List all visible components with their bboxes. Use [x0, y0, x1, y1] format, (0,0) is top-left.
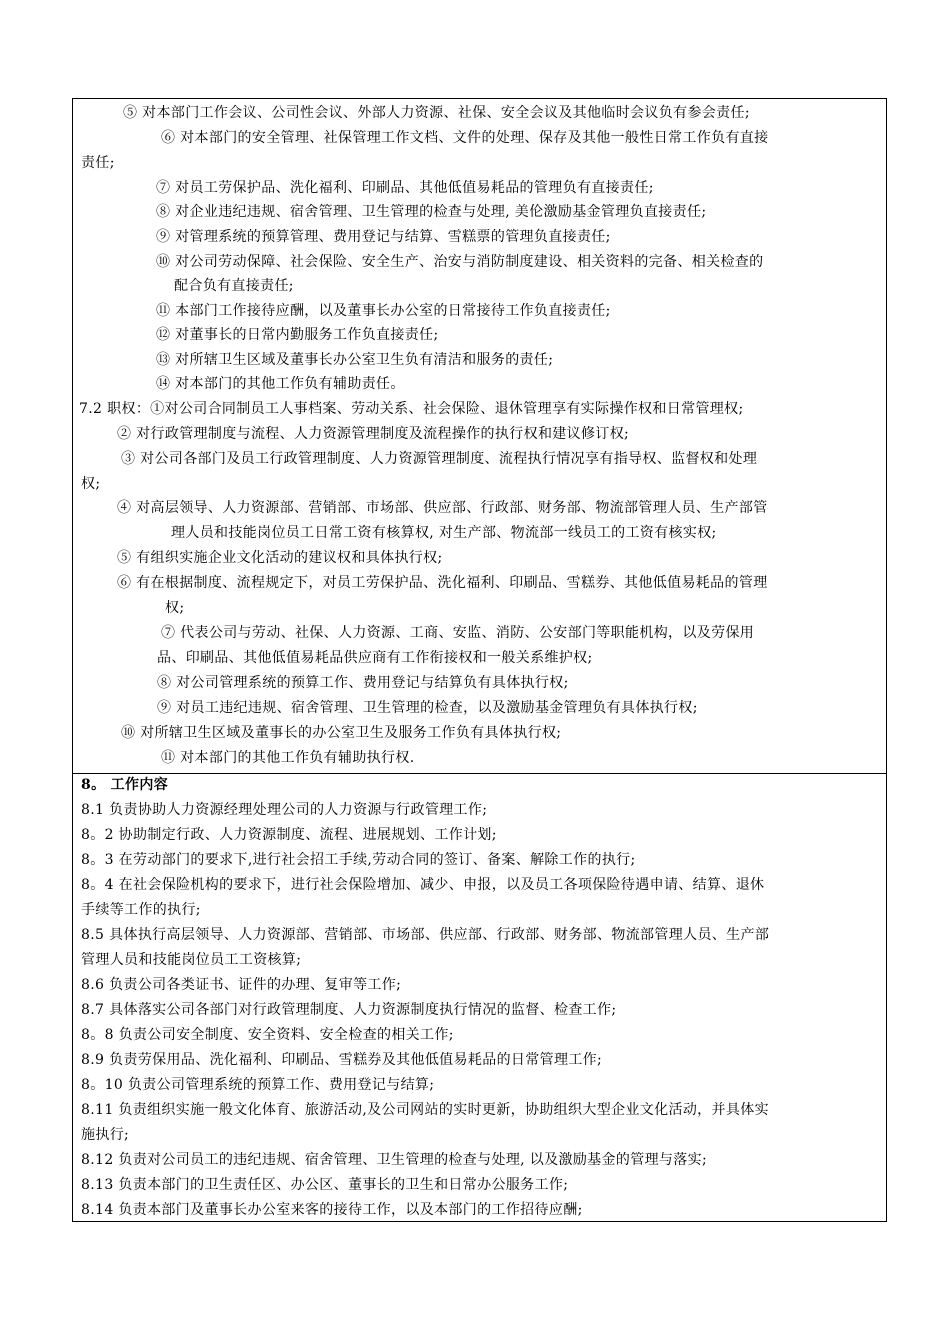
work-item-8-8: 8。8 负责公司安全制度、安全资料、安全检查的相关工作;	[81, 1027, 454, 1043]
work-item-8-7: 8.7 具体落实公司各部门对行政管理制度、人力资源制度执行情况的监督、检查工作;	[81, 1002, 617, 1018]
work-item-8-1: 8.1 负责协助人力资源经理处理公司的人力资源与行政管理工作;	[81, 802, 488, 818]
authority-item-4: ④ 对高层领导、人力资源部、营销部、市场部、供应部、行政部、财务部、物流部管理人员、生产部管	[117, 500, 768, 516]
work-item-8-4-cont: 手续等工作的执行;	[81, 902, 201, 918]
resp-item-13: ⑬ 对所辖卫生区域及董事长办公室卫生负有清洁和服务的责任;	[156, 352, 554, 368]
work-item-8-11: 8.11 负责组织实施一般文化体育、旅游活动,及公司网站的实时更新，协助组织大型企业文化活动，并具体实	[81, 1102, 769, 1118]
resp-item-12: ⑫ 对董事长的日常内勤服务工作负直接责任;	[156, 327, 439, 343]
work-item-8-5: 8.5 具体执行高层领导、人力资源部、营销部、市场部、供应部、行政部、财务部、物流部管理人员、生产部	[81, 927, 770, 943]
resp-item-14: ⑭ 对本部门的其他工作负有辅助责任。	[156, 376, 405, 392]
work-item-8-3: 8。3 在劳动部门的要求下,进行社会招工手续,劳动合同的签订、备案、解除工作的执行;	[81, 852, 636, 868]
document-table	[72, 98, 887, 1222]
work-item-8-13: 8.13 负责本部门的卫生责任区、办公区、董事长的卫生和日常办公服务工作;	[81, 1177, 569, 1193]
authority-item-11: ⑪ 对本部门的其他工作负有辅助执行权.	[161, 750, 415, 766]
resp-item-8: ⑧ 对企业违纪违规、宿舍管理、卫生管理的检查与处理, 美伦激励基金管理负直接责任;	[156, 204, 707, 220]
authority-item-3-cont: 权;	[81, 476, 101, 492]
authority-item-7: ⑦ 代表公司与劳动、社保、人力资源、工商、安监、消防、公安部门等职能机构，以及劳保用	[161, 625, 755, 641]
authority-item-6: ⑥ 有在根据制度、流程规定下，对员工劳保护品、洗化福利、印刷品、雪糕券、其他低值易耗品的管理	[117, 575, 768, 591]
responsibilities-authority-cell	[73, 99, 886, 774]
authority-item-2: ② 对行政管理制度与流程、人力资源管理制度及流程操作的执行权和建议修订权;	[117, 426, 630, 442]
authority-item-6-cont: 权;	[165, 600, 185, 616]
resp-item-9: ⑨ 对管理系统的预算管理、费用登记与结算、雪糕票的管理负直接责任;	[156, 229, 611, 245]
resp-item-10-cont: 配合负有直接责任;	[174, 278, 294, 294]
authority-item-8: ⑧ 对公司管理系统的预算工作、费用登记与结算负有具体执行权;	[157, 675, 569, 691]
authority-item-7-cont: 品、印刷品、其他低值易耗品供应商有工作衔接权和一般关系维护权;	[157, 650, 593, 666]
resp-item-10: ⑩ 对公司劳动保障、社会保险、安全生产、治安与消防制度建设、相关资料的完备、相关检查的	[156, 254, 764, 270]
work-item-8-9: 8.9 负责劳保用品、洗化福利、印刷品、雪糕券及其他低值易耗品的日常管理工作;	[81, 1052, 603, 1068]
work-item-8-14: 8.14 负责本部门及董事长办公室来客的接待工作，以及本部门的工作招待应酬;	[81, 1202, 583, 1218]
work-content-cell	[73, 774, 886, 1221]
resp-item-11: ⑪ 本部门工作接待应酬，以及董事长办公室的日常接待工作负直接责任;	[156, 303, 611, 319]
work-item-8-11-cont: 施执行;	[81, 1127, 130, 1143]
authority-item-4-cont: 理人员和技能岗位员工日常工资有核算权, 对生产部、物流部一线员工的工资有核实权;	[171, 525, 717, 541]
authority-item-3: ③ 对公司各部门及员工行政管理制度、人力资源管理制度、流程执行情况享有指导权、监督权和处理	[121, 451, 758, 467]
resp-item-7: ⑦ 对员工劳保护品、洗化福利、印刷品、其他低值易耗品的管理负有直接责任;	[156, 180, 654, 196]
work-item-8-12: 8.12 负责对公司员工的违纪违规、宿舍管理、卫生管理的检查与处理, 以及激励基金的管理与落实;	[81, 1152, 708, 1168]
resp-item-6-cont: 责任;	[81, 155, 115, 171]
work-item-8-10: 8。10 负责公司管理系统的预算工作、费用登记与结算;	[81, 1077, 435, 1093]
authority-item-9: ⑨ 对员工违纪违规、宿舍管理、卫生管理的检查，以及激励基金管理负有具体执行权;	[157, 700, 698, 716]
work-item-8-4: 8。4 在社会保险机构的要求下，进行社会保险增加、减少、申报，以及员工各项保险待遇申请、结算、退休	[81, 877, 765, 893]
work-item-8-5-cont: 管理人员和技能岗位员工工资核算;	[81, 952, 302, 968]
authority-item-1: 7.2 职权：①对公司合同制员工人事档案、劳动关系、社会保险、退休管理享有实际操作权和日常管理权;	[79, 401, 744, 417]
resp-item-6: ⑥ 对本部门的安全管理、社保管理工作文档、文件的处理、保存及其他一般性日常工作负有直接	[161, 130, 769, 146]
authority-item-5: ⑤ 有组织实施企业文化活动的建议权和具体执行权;	[117, 550, 443, 566]
work-content-heading: 8。 工作内容	[81, 777, 169, 793]
resp-item-5: ⑤ 对本部门工作会议、公司性会议、外部人力资源、社保、安全会议及其他临时会议负有参会责任;	[123, 105, 750, 121]
authority-item-10: ⑩ 对所辖卫生区域及董事长的办公室卫生及服务工作负有具体执行权;	[121, 725, 562, 741]
work-item-8-6: 8.6 负责公司各类证书、证件的办理、复审等工作;	[81, 977, 402, 993]
work-item-8-2: 8。2 协助制定行政、人力资源制度、流程、进展规划、工作计划;	[81, 827, 497, 843]
